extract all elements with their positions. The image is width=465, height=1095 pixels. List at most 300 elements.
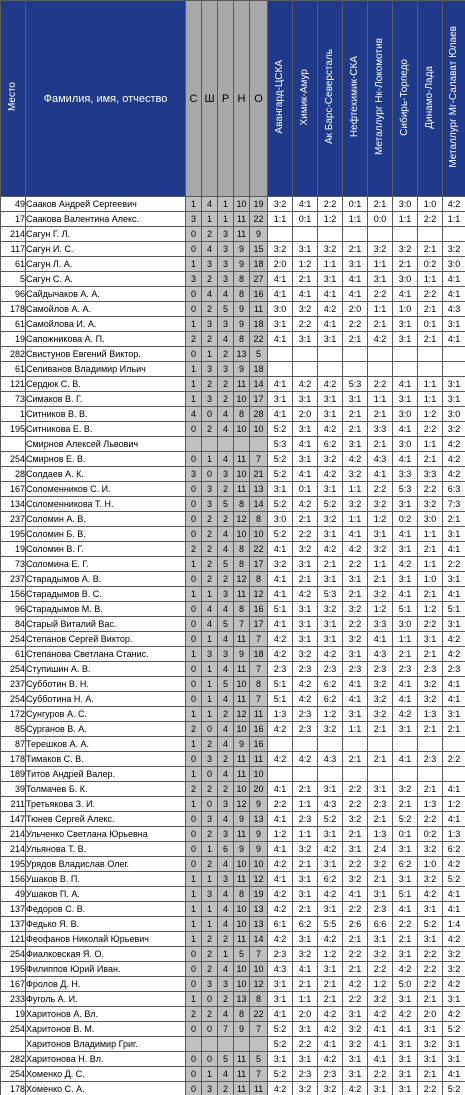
cell-score: 3:1 <box>318 782 343 797</box>
cell-rank: 282 <box>1 347 26 362</box>
cell-stat: 0 <box>186 302 202 317</box>
cell-score: 3:2 <box>368 497 393 512</box>
cell-score: 3:1 <box>318 392 343 407</box>
cell-stat: 1 <box>202 587 218 602</box>
table-row <box>1 977 465 992</box>
cell-score: 5:2 <box>268 497 293 512</box>
cell-score: 4:1 <box>393 1022 418 1037</box>
cell-score: 4:1 <box>268 407 293 422</box>
cell-name: Федько Я. В. <box>26 917 186 932</box>
cell-stat: 2 <box>218 377 234 392</box>
cell-score: 2:2 <box>293 527 318 542</box>
cell-stat: 3 <box>202 497 218 512</box>
cell-stat: 5 <box>218 302 234 317</box>
cell-score: 0:2 <box>418 827 443 842</box>
cell-score: 2:2 <box>343 617 368 632</box>
cell-stat: 8 <box>250 572 268 587</box>
cell-rank: 19 <box>1 332 26 347</box>
cell-stat: 1 <box>186 317 202 332</box>
cell-score: 2:3 <box>318 1067 343 1082</box>
cell-score: 4:1 <box>443 332 465 347</box>
cell-score: 3:0 <box>268 512 293 527</box>
cell-stat: 13 <box>234 347 250 362</box>
cell-stat: 9 <box>234 1022 250 1037</box>
cell-stat <box>218 1037 234 1052</box>
cell-stat: 1 <box>186 257 202 272</box>
cell-score: 4:1 <box>443 812 465 827</box>
cell-score: 2:1 <box>343 932 368 947</box>
cell-stat: 4 <box>202 242 218 257</box>
cell-score: 4:2 <box>443 632 465 647</box>
table-row <box>1 482 465 497</box>
cell-score: 0:1 <box>293 482 318 497</box>
table-row <box>1 812 465 827</box>
table-row <box>1 1082 465 1095</box>
cell-score: 3:2 <box>343 632 368 647</box>
cell-score: 6:6 <box>368 917 393 932</box>
cell-score: 2:2 <box>418 212 443 227</box>
cell-score: 3:2 <box>418 497 443 512</box>
cell-name: Филиппов Юрий Иван. <box>26 962 186 977</box>
cell-stat: 4 <box>218 407 234 422</box>
cell-score: 4:2 <box>318 467 343 482</box>
cell-name: Ступишин А. В. <box>26 662 186 677</box>
cell-score: 3:1 <box>293 557 318 572</box>
cell-score: 3:1 <box>293 602 318 617</box>
cell-stat: 3 <box>202 887 218 902</box>
cell-score: 4:1 <box>393 587 418 602</box>
cell-stat: 5 <box>218 1052 234 1067</box>
cell-stat: 4 <box>218 1007 234 1022</box>
cell-score: 3:3 <box>418 467 443 482</box>
cell-score: 3:0 <box>393 437 418 452</box>
cell-stat: 8 <box>234 287 250 302</box>
cell-score: 3:2 <box>418 692 443 707</box>
cell-stat <box>186 437 202 452</box>
table-row <box>1 212 465 227</box>
cell-score: 2:2 <box>343 902 368 917</box>
cell-stat: 0 <box>186 977 202 992</box>
cell-stat: 9 <box>250 797 268 812</box>
cell-stat: 16 <box>250 287 268 302</box>
cell-score: 3:1 <box>293 1052 318 1067</box>
cell-stat: 2 <box>186 332 202 347</box>
cell-score: 2:1 <box>368 317 393 332</box>
cell-score: 2:0 <box>293 1007 318 1022</box>
cell-score: 2:0 <box>268 257 293 272</box>
cell-score: 4:2 <box>343 1082 368 1095</box>
cell-score: 4:2 <box>393 1007 418 1022</box>
cell-score: 5:1 <box>393 887 418 902</box>
table-row <box>1 857 465 872</box>
cell-score: 4:1 <box>443 782 465 797</box>
cell-score: 4:1 <box>343 887 368 902</box>
cell-score: 3:2 <box>343 602 368 617</box>
table-row <box>1 362 465 377</box>
cell-stat: 8 <box>234 497 250 512</box>
cell-score: 2:1 <box>293 512 318 527</box>
cell-rank: 96 <box>1 287 26 302</box>
cell-rank: 61 <box>1 647 26 662</box>
cell-stat: 12 <box>250 977 268 992</box>
cell-score: 0:0 <box>368 212 393 227</box>
cell-name: Сайдычаков А. А. <box>26 287 186 302</box>
cell-score: 4:1 <box>268 617 293 632</box>
cell-stat: 11 <box>234 452 250 467</box>
cell-score: 3:1 <box>443 377 465 392</box>
cell-score: 1:3 <box>418 797 443 812</box>
cell-score: 6:2 <box>318 692 343 707</box>
cell-score: 1:1 <box>418 437 443 452</box>
cell-score: 1:2 <box>368 512 393 527</box>
cell-score: 4:1 <box>343 527 368 542</box>
cell-stat <box>218 437 234 452</box>
cell-score: 2:3 <box>368 662 393 677</box>
cell-name: Соломин А. В. <box>26 512 186 527</box>
cell-score: 0:1 <box>393 827 418 842</box>
cell-stat: 0 <box>186 812 202 827</box>
cell-score: 3:2 <box>418 677 443 692</box>
cell-stat: 2 <box>202 932 218 947</box>
cell-stat: 3 <box>218 242 234 257</box>
cell-score <box>268 737 293 752</box>
cell-score: 4:2 <box>318 887 343 902</box>
cell-score <box>368 347 393 362</box>
cell-score: 2:3 <box>318 662 343 677</box>
cell-score <box>318 347 343 362</box>
cell-stat: 7 <box>250 452 268 467</box>
cell-score: 4:1 <box>343 287 368 302</box>
table-row <box>1 722 465 737</box>
cell-rank: 49 <box>1 197 26 212</box>
cell-score <box>318 737 343 752</box>
table-row <box>1 677 465 692</box>
cell-score: 2:1 <box>418 782 443 797</box>
cell-score: 5:0 <box>393 977 418 992</box>
cell-score: 2:1 <box>343 827 368 842</box>
cell-stat: 5 <box>250 1052 268 1067</box>
cell-rank: 84 <box>1 617 26 632</box>
cell-score: 4:1 <box>443 677 465 692</box>
cell-score: 3:2 <box>393 242 418 257</box>
table-row <box>1 692 465 707</box>
cell-score: 5:1 <box>393 602 418 617</box>
cell-name: Харитонов Владимир Григ. <box>26 1037 186 1052</box>
cell-score: 4:2 <box>318 842 343 857</box>
cell-score: 2:2 <box>318 197 343 212</box>
cell-score <box>443 737 465 752</box>
cell-score: 1:3 <box>418 707 443 722</box>
cell-stat: 4 <box>218 662 234 677</box>
cell-score: 4:3 <box>368 452 393 467</box>
cell-score: 4:1 <box>443 902 465 917</box>
cell-stat: 1 <box>202 902 218 917</box>
cell-score: 6:2 <box>293 917 318 932</box>
cell-score: 2:1 <box>343 407 368 422</box>
cell-score: 4:1 <box>393 692 418 707</box>
cell-score: 3:2 <box>293 647 318 662</box>
cell-rank: 195 <box>1 422 26 437</box>
cell-score: 2:1 <box>443 512 465 527</box>
cell-name: Смирнов Е. В. <box>26 452 186 467</box>
cell-score: 3:1 <box>368 1082 393 1095</box>
cell-score: 3:2 <box>343 1037 368 1052</box>
cell-stat: 9 <box>250 842 268 857</box>
cell-stat: 3 <box>218 467 234 482</box>
cell-score: 2:1 <box>293 782 318 797</box>
cell-score: 3:1 <box>368 887 393 902</box>
cell-score: 4:3 <box>318 797 343 812</box>
cell-stat: 13 <box>250 902 268 917</box>
cell-stat: 9 <box>234 362 250 377</box>
cell-stat: 0 <box>186 512 202 527</box>
cell-stat: 1 <box>186 917 202 932</box>
cell-stat: 5 <box>218 617 234 632</box>
cell-stat: 18 <box>250 257 268 272</box>
cell-stat: 0 <box>186 962 202 977</box>
cell-score: 4:1 <box>393 452 418 467</box>
cell-score: 4:1 <box>293 287 318 302</box>
table-row <box>1 497 465 512</box>
table-row <box>1 902 465 917</box>
cell-stat: 2 <box>202 377 218 392</box>
cell-stat: 2 <box>218 347 234 362</box>
cell-score: 2:3 <box>418 752 443 767</box>
table-row <box>1 197 465 212</box>
cell-score <box>318 767 343 782</box>
cell-stat: 7 <box>218 1022 234 1037</box>
cell-score: 3:1 <box>443 992 465 1007</box>
cell-stat: 4 <box>202 287 218 302</box>
cell-score: 3:2 <box>318 512 343 527</box>
cell-score: 1:3 <box>443 827 465 842</box>
cell-name: Субботин В. Н. <box>26 677 186 692</box>
cell-score: 3:1 <box>293 452 318 467</box>
cell-name: Сагун С. А. <box>26 272 186 287</box>
cell-score: 5:1 <box>268 677 293 692</box>
cell-score: 3:1 <box>393 992 418 1007</box>
cell-score: 4:2 <box>368 332 393 347</box>
cell-rank: 167 <box>1 482 26 497</box>
cell-score <box>268 227 293 242</box>
cell-score: 2:2 <box>268 797 293 812</box>
cell-stat: 5 <box>218 497 234 512</box>
cell-score: 4:1 <box>393 752 418 767</box>
cell-score <box>343 347 368 362</box>
cell-stat: 1 <box>202 632 218 647</box>
cell-score: 1:1 <box>293 797 318 812</box>
cell-stat: 8 <box>234 407 250 422</box>
cell-score <box>368 362 393 377</box>
cell-name: Титов Андрей Валер. <box>26 767 186 782</box>
table-row <box>1 887 465 902</box>
column-header-stat: С <box>186 1 202 197</box>
cell-score: 1:1 <box>368 257 393 272</box>
cell-name: Соломин Б. В. <box>26 527 186 542</box>
cell-score: 1:1 <box>318 257 343 272</box>
cell-score: 2:1 <box>418 302 443 317</box>
cell-stat: 0 <box>202 467 218 482</box>
column-header-stat: Ш <box>202 1 218 197</box>
cell-score: 3:1 <box>293 872 318 887</box>
cell-stat: 11 <box>234 377 250 392</box>
cell-stat: 2 <box>202 557 218 572</box>
table-row <box>1 737 465 752</box>
cell-stat: 1 <box>186 392 202 407</box>
cell-score: 4:2 <box>443 857 465 872</box>
cell-stat: 7 <box>250 1067 268 1082</box>
cell-stat: 2 <box>202 512 218 527</box>
cell-score: 1:1 <box>368 392 393 407</box>
cell-name: Феофанов Николай Юрьевич <box>26 932 186 947</box>
cell-score <box>443 362 465 377</box>
cell-score <box>418 347 443 362</box>
cell-score: 2:1 <box>393 932 418 947</box>
cell-score <box>293 227 318 242</box>
table-row <box>1 1022 465 1037</box>
cell-score: 4:1 <box>268 272 293 287</box>
cell-score: 3:1 <box>368 932 393 947</box>
cell-rank: 195 <box>1 527 26 542</box>
cell-stat: 10 <box>234 977 250 992</box>
cell-score: 4:2 <box>318 422 343 437</box>
cell-score: 2:2 <box>343 992 368 1007</box>
cell-name: Федоров С. В. <box>26 902 186 917</box>
cell-score <box>393 227 418 242</box>
cell-name: Степанова Светлана Станис. <box>26 647 186 662</box>
table-row <box>1 272 465 287</box>
cell-score: 2:2 <box>368 377 393 392</box>
cell-stat: 2 <box>202 857 218 872</box>
cell-score: 2:2 <box>293 1037 318 1052</box>
cell-score: 3:1 <box>393 722 418 737</box>
cell-stat: 0 <box>186 1022 202 1037</box>
cell-stat: 0 <box>186 857 202 872</box>
cell-score: 3:1 <box>343 842 368 857</box>
cell-score: 3:2 <box>343 467 368 482</box>
table-row <box>1 1007 465 1022</box>
cell-stat: 0 <box>202 1022 218 1037</box>
cell-stat: 9 <box>234 302 250 317</box>
cell-score: 3:1 <box>293 332 318 347</box>
cell-score: 3:2 <box>293 1082 318 1095</box>
column-header-game: Сибирь-Торпедо <box>393 1 418 197</box>
cell-score: 3:1 <box>418 1022 443 1037</box>
cell-score: 0:2 <box>393 512 418 527</box>
cell-rank: 121 <box>1 932 26 947</box>
cell-score: 3:1 <box>293 887 318 902</box>
cell-score: 2:6 <box>343 917 368 932</box>
cell-stat: 11 <box>234 227 250 242</box>
cell-score: 2:1 <box>318 992 343 1007</box>
cell-name: Сагун Л. А. <box>26 257 186 272</box>
cell-stat: 7 <box>250 632 268 647</box>
cell-stat: 3 <box>218 797 234 812</box>
table-row <box>1 947 465 962</box>
cell-score: 4:1 <box>443 542 465 557</box>
cell-score: 1:1 <box>368 557 393 572</box>
cell-stat: 4 <box>218 767 234 782</box>
cell-score: 3:1 <box>268 482 293 497</box>
cell-stat: 2 <box>202 737 218 752</box>
cell-score: 6:2 <box>318 872 343 887</box>
cell-score: 5:2 <box>268 527 293 542</box>
cell-score: 6:1 <box>268 917 293 932</box>
cell-score: 4:1 <box>393 677 418 692</box>
cell-stat: 4 <box>218 632 234 647</box>
cell-score <box>268 362 293 377</box>
cell-stat: 3 <box>218 257 234 272</box>
cell-score: 1:2 <box>318 707 343 722</box>
cell-name: Смирнов Алексей Львович <box>26 437 186 452</box>
cell-score: 3:1 <box>318 827 343 842</box>
cell-score: 2:0 <box>418 1007 443 1022</box>
cell-score: 4:2 <box>318 542 343 557</box>
cell-stat: 1 <box>202 677 218 692</box>
cell-stat: 11 <box>250 1082 268 1095</box>
cell-stat: 0 <box>186 842 202 857</box>
cell-score: 2:2 <box>393 917 418 932</box>
cell-score: 2:1 <box>418 722 443 737</box>
cell-score: 5:2 <box>268 1037 293 1052</box>
cell-stat: 1 <box>186 377 202 392</box>
cell-score: 3:1 <box>368 527 393 542</box>
cell-score: 3:2 <box>368 677 393 692</box>
cell-score: 3:1 <box>443 1052 465 1067</box>
cell-name: Сагун Г. Л. <box>26 227 186 242</box>
cell-stat: 2 <box>202 422 218 437</box>
cell-score: 3:1 <box>293 932 318 947</box>
cell-rank: 61 <box>1 257 26 272</box>
cell-score: 3:1 <box>443 572 465 587</box>
cell-score <box>368 737 393 752</box>
cell-score: 3:1 <box>393 842 418 857</box>
table-row <box>1 932 465 947</box>
table-row <box>1 662 465 677</box>
cell-score: 4:3 <box>368 647 393 662</box>
cell-stat: 27 <box>250 272 268 287</box>
cell-stat: 7 <box>250 662 268 677</box>
cell-stat: 0 <box>186 527 202 542</box>
cell-score: 1:1 <box>418 392 443 407</box>
cell-score: 4:2 <box>268 647 293 662</box>
cell-score: 3:2 <box>268 557 293 572</box>
cell-score <box>393 737 418 752</box>
cell-score: 4:2 <box>293 692 318 707</box>
cell-rank: 237 <box>1 572 26 587</box>
cell-stat: 13 <box>250 812 268 827</box>
cell-score: 3:2 <box>368 542 393 557</box>
cell-stat: 8 <box>234 602 250 617</box>
cell-score: 3:2 <box>393 782 418 797</box>
cell-stat: 1 <box>202 347 218 362</box>
table-row <box>1 452 465 467</box>
cell-stat: 0 <box>186 347 202 362</box>
cell-stat: 1 <box>186 707 202 722</box>
cell-score: 4:2 <box>343 452 368 467</box>
cell-name: Ситников В. В. <box>26 407 186 422</box>
cell-score: 3:1 <box>318 407 343 422</box>
cell-score: 3:2 <box>418 872 443 887</box>
cell-score: 3:2 <box>368 947 393 962</box>
cell-rank: 237 <box>1 677 26 692</box>
cell-score: 5:2 <box>268 1022 293 1037</box>
cell-stat: 0 <box>186 422 202 437</box>
cell-stat <box>186 1037 202 1052</box>
cell-score: 4:1 <box>268 782 293 797</box>
table-row <box>1 707 465 722</box>
cell-score: 2:1 <box>368 407 393 422</box>
